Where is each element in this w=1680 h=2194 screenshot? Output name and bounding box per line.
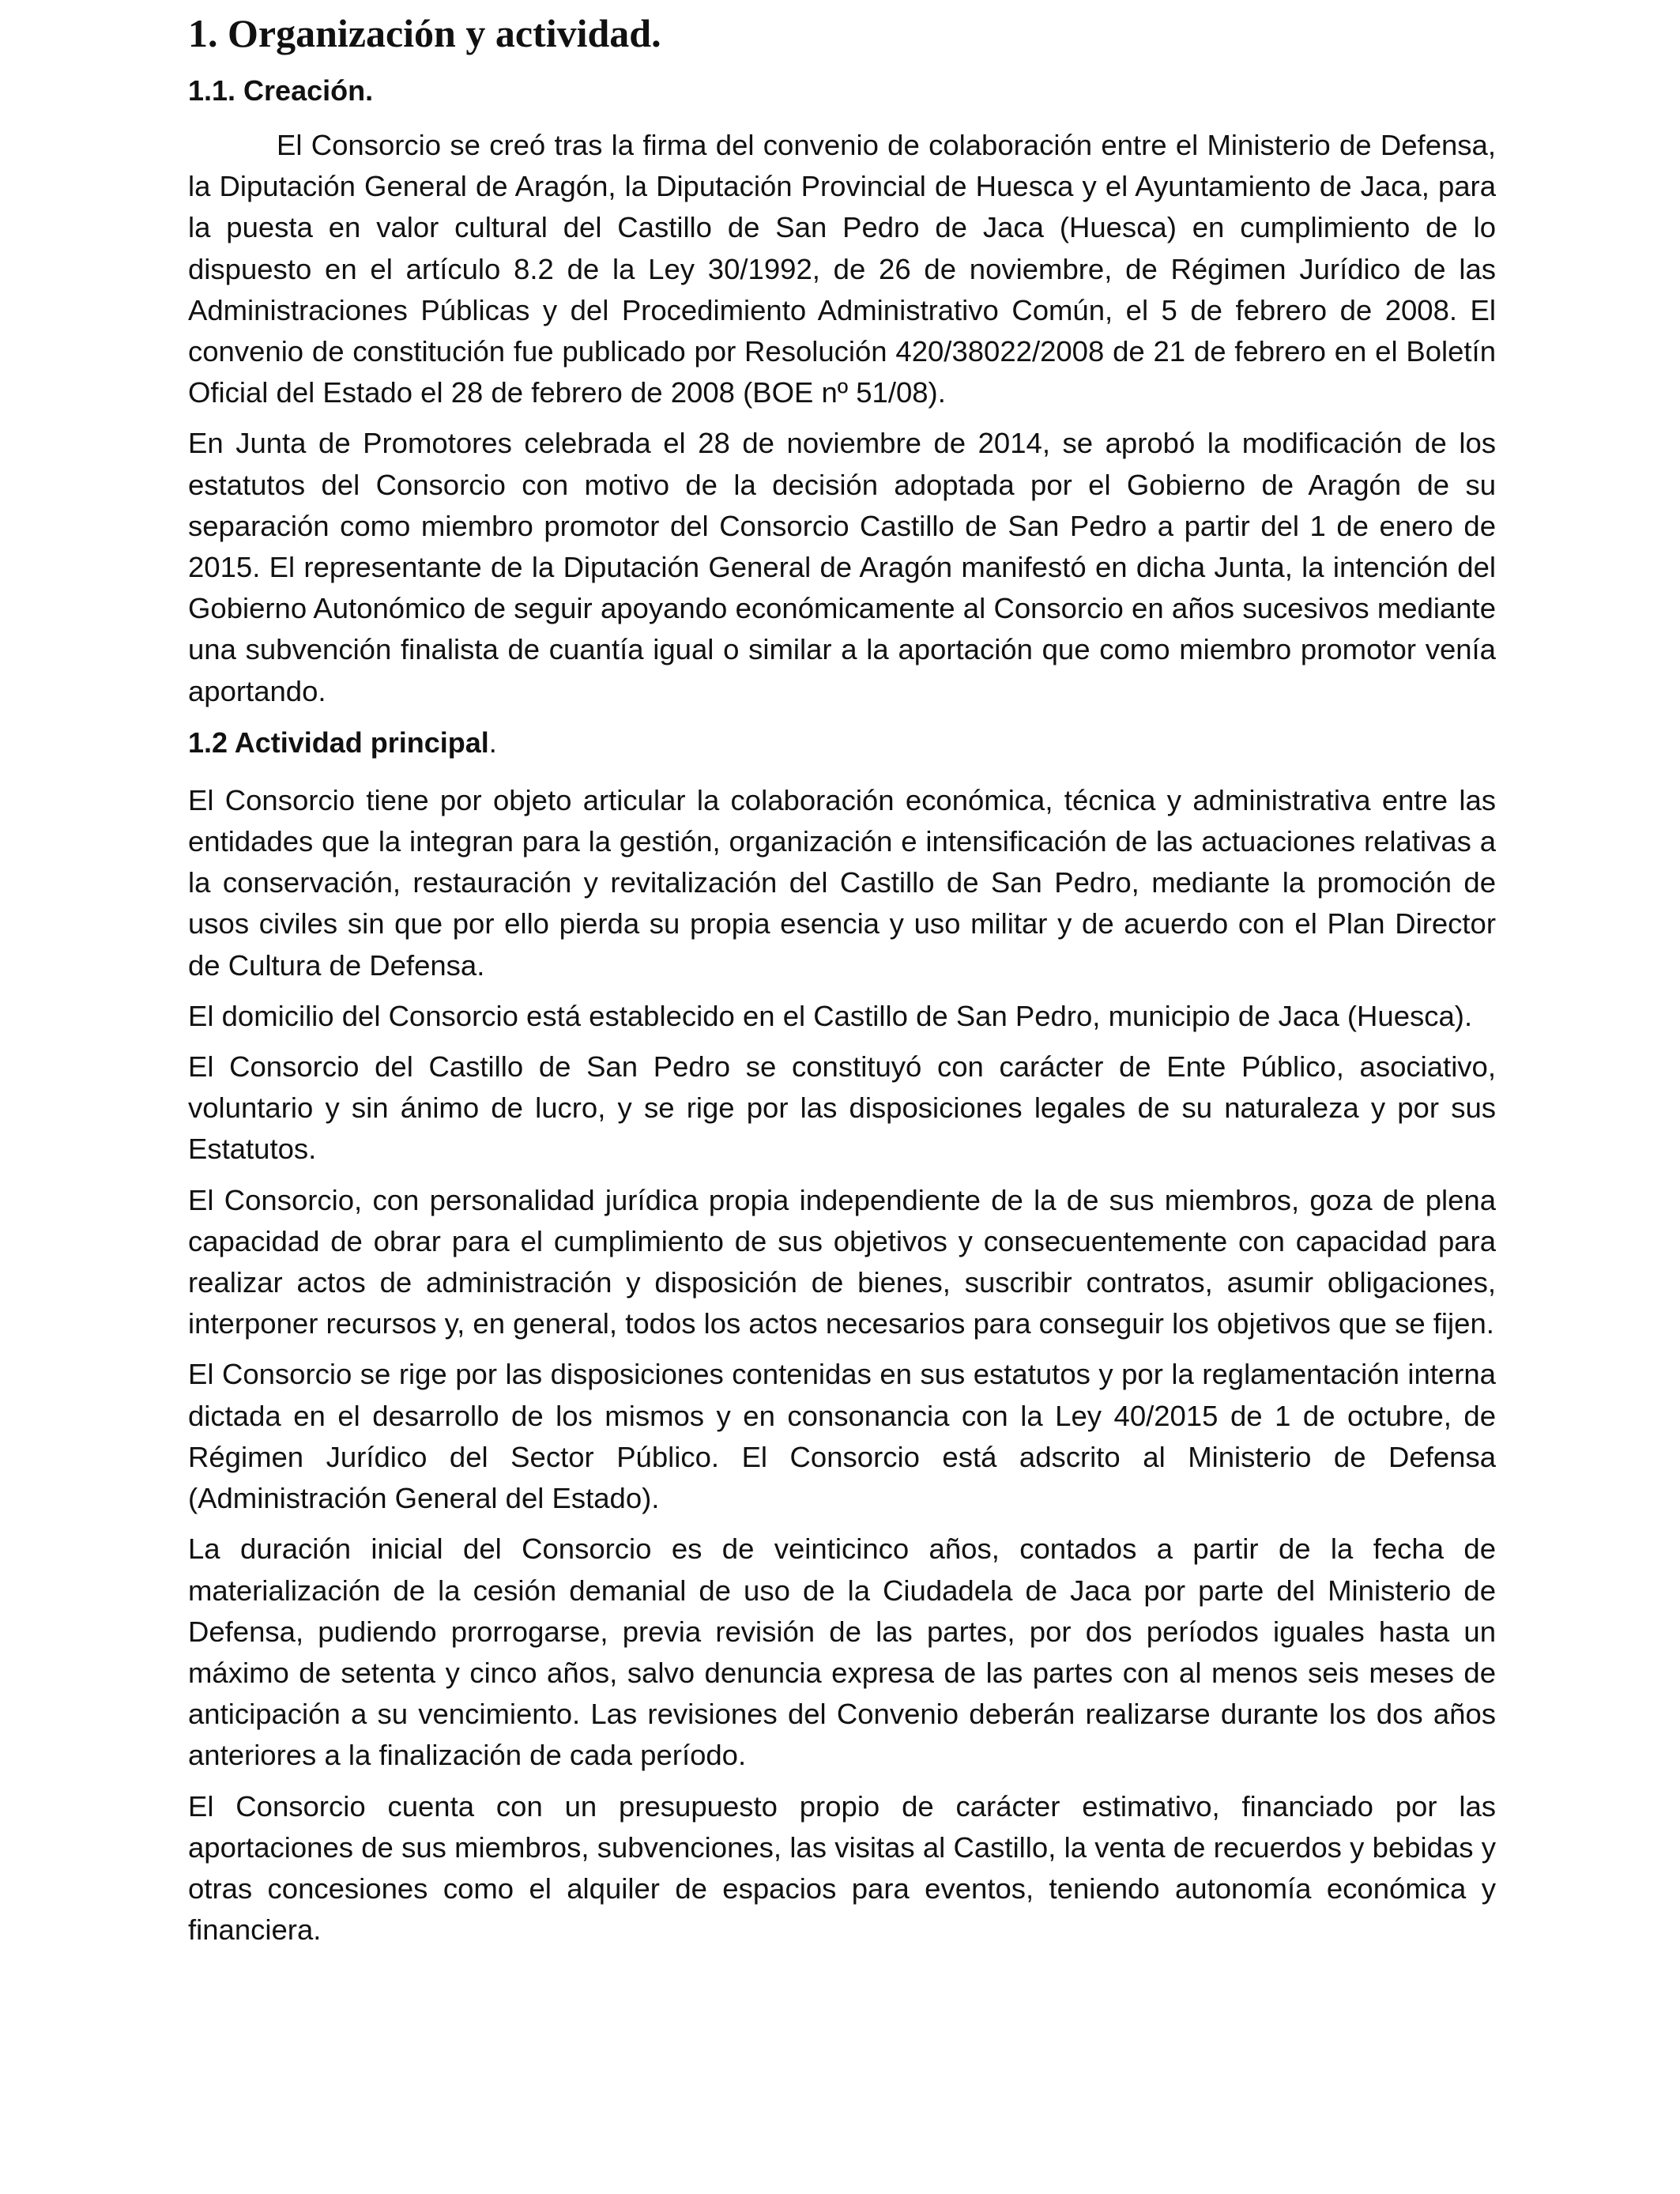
section-heading-creacion: 1.1. Creación.	[188, 74, 374, 107]
paragraph-actividad-5: El Consorcio se rige por las disposiciones contenidas en sus estatutos y por la reglamentación interna dictada en el desarrollo de los mismos y en consonancia con la Ley 40/2015 de 1 de octubre, de Régimen Jurídico del Sector Público. El Consorcio está adscrito al Ministerio de Defensa (Administración General del Estado).	[188, 1358, 1496, 1515]
paragraph-actividad-7: El Consorcio cuenta con un presupuesto propio de carácter estimativo, financiado por las aportaciones de sus miembros, subvenciones, las visitas al Castillo, la venta de recuerdos y bebidas y otras concesiones como el alquiler de espacios para eventos, teniendo autonomía económica y financiera.	[188, 1789, 1496, 1947]
paragraph-actividad-3: El Consorcio del Castillo de San Pedro se constituyó con carácter de Ente Público, asociativo, voluntario y sin ánimo de lucro, y se rige por las disposiciones legales de su naturaleza y por sus Estatutos.	[188, 1050, 1496, 1166]
paragraph-creacion-1: El Consorcio se creó tras la firma del convenio de colaboración entre el Ministerio de Defensa, la Diputación General de Aragón, la Diputación Provincial de Huesca y el Ayuntamiento de Jaca, para la puesta en valor cultural del Castillo de San Pedro de Jaca (Huesca) en cumplimiento de lo dispuesto en el artículo 8.2 de la Ley 30/1992, de 26 de noviembre, de Régimen Jurídico de las Administraciones Públicas y del Procedimiento Administrativo Común, el 5 de febrero de 2008. El convenio de constitución fue publicado por Resolución 420/38022/2008 de 21 de febrero en el Boletín Oficial del Estado el 28 de febrero de 2008 (BOE nº 51/08).	[188, 129, 1496, 409]
document-title: 1. Organización y actividad.	[188, 11, 661, 55]
section-heading-actividad-suffix: .	[488, 726, 497, 759]
paragraph-actividad-4: El Consorcio, con personalidad jurídica propia independiente de la de sus miembros, goza de plena capacidad de obrar para el cumplimiento de sus objetivos y consecuentemente con capacidad para realizar actos de administración y disposición de bienes, suscribir contratos, asumir obligaciones, interponer recursos y, en general, todos los actos necesarios para conseguir los objetivos que se fijen.	[188, 1183, 1496, 1340]
section-heading-actividad	[188, 723, 1496, 763]
document-page	[188, 0, 1496, 1960]
paragraph-creacion-2: En Junta de Promotores celebrada el 28 de noviembre de 2014, se aprobó la modificación de los estatutos del Consorcio con motivo de la decisión adoptada por el Gobierno de Aragón de su separación como miembro promotor del Consorcio Castillo de San Pedro a partir del 1 de enero de 2015. El representante de la Diputación General de Aragón manifestó en dicha Junta, la intención del Gobierno Autonómico de seguir apoyando económicamente al Consorcio en años sucesivos mediante una subvención finalista de cuantía igual o similar a la aportación que como miembro promotor venía aportando.	[188, 427, 1496, 707]
paragraph-actividad-6: La duración inicial del Consorcio es de veinticinco años, contados a partir de la fecha de materialización de la cesión demanial de uso de la Ciudadela de Jaca por parte del Ministerio de Defensa, pudiendo prorrogarse, previa revisión de las partes, por dos períodos iguales hasta un máximo de setenta y cinco años, salvo denuncia expresa de las partes con al menos seis meses de anticipación a su vencimiento. Las revisiones del Convenio deberán realizarse durante los dos años anteriores a la finalización de cada período.	[188, 1532, 1496, 1772]
section-heading-actividad-text: 1.2 Actividad principal	[188, 726, 489, 759]
paragraph-actividad-1: El Consorcio tiene por objeto articular la colaboración económica, técnica y administrativa entre las entidades que la integran para la gestión, organización e intensificación de las actuaciones relativas a la conservación, restauración y revitalización del Castillo de San Pedro, mediante la promoción de usos civiles sin que por ello pierda su propia esencia y uso militar y de acuerdo con el Plan Director de Cultura de Defensa.	[188, 783, 1496, 982]
paragraph-actividad-2: El domicilio del Consorcio está establecido en el Castillo de San Pedro, municipio de Jaca (Huesca).	[188, 999, 1473, 1032]
